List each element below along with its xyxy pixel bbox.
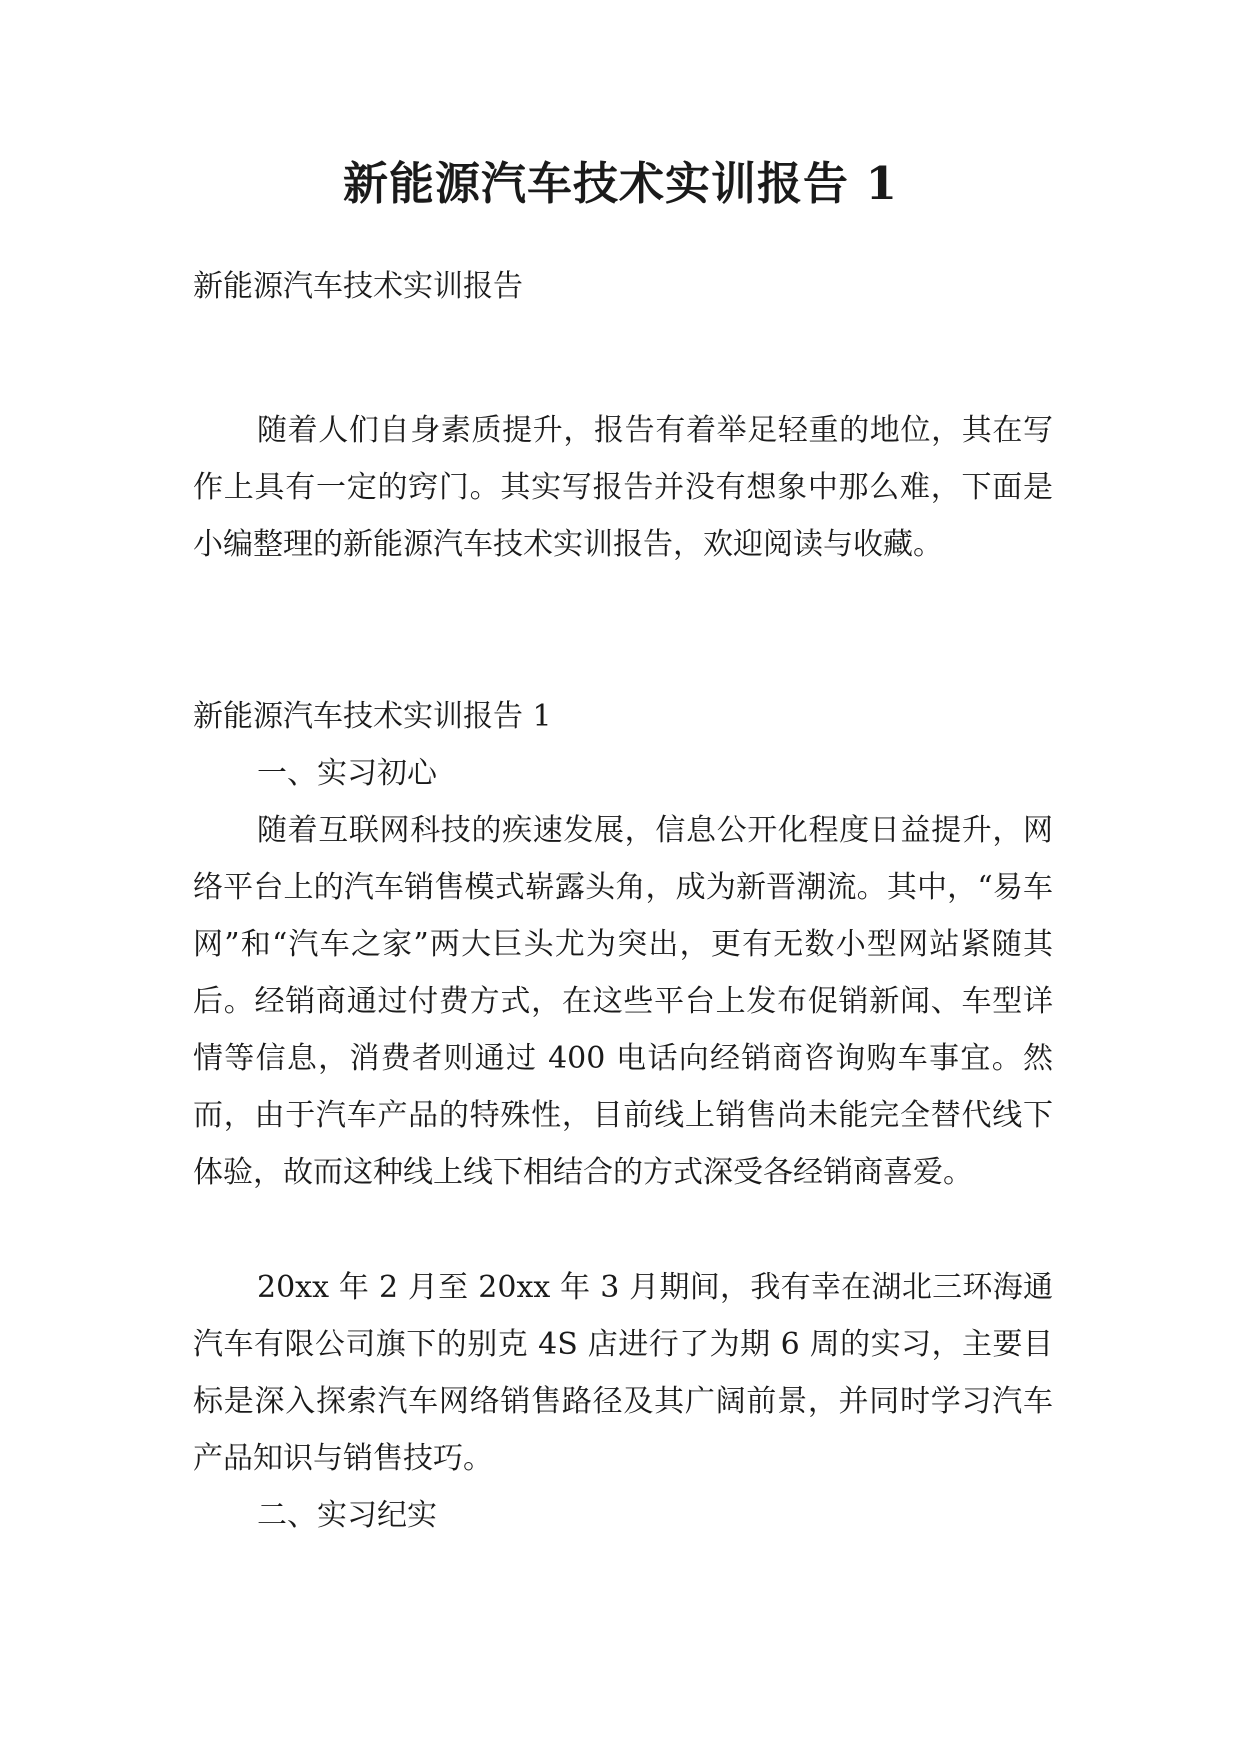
heading-internship-motivation: 一、实习初心	[257, 756, 437, 791]
section-title: 新能源汽车技术实训报告 1	[193, 699, 552, 734]
body-paragraph-1: 随着互联网科技的疾速发展，信息公开化程度日益提升，网络平台上的汽车销售模式崭露头角，成为新晋潮流。其中，“易车网”和“汽车之家”两大巨头尤为突出，更有无数小型网站紧随其后。经销商通过付费方式，在这些平台上发布促销新闻、车型详情等信息，消费者则通过 400 电话向经销商咨询购车事宜。然而，由于汽车产品的特殊性，目前线上销售尚未能完全替代线下体验，故而这种线上线下相结合的方式深受各经销商喜爱。	[193, 813, 1053, 1190]
document-title: 新能源汽车技术实训报告 1	[343, 157, 898, 210]
document-subtitle: 新能源汽车技术实训报告	[193, 269, 523, 304]
intro-paragraph: 随着人们自身素质提升，报告有着举足轻重的地位，其在写作上具有一定的窍门。其实写报告并没有想象中那么难，下面是小编整理的新能源汽车技术实训报告，欢迎阅读与收藏。	[193, 413, 1053, 562]
heading-internship-record: 二、实习纪实	[257, 1498, 437, 1533]
body-paragraph-2: 20xx 年 2 月至 20xx 年 3 月期间，我有幸在湖北三环海通汽车有限公司旗下的别克 4S 店进行了为期 6 周的实习，主要目标是深入探索汽车网络销售路径及其广阔前景，并同时学习汽车产品知识与销售技巧。	[193, 1270, 1053, 1476]
